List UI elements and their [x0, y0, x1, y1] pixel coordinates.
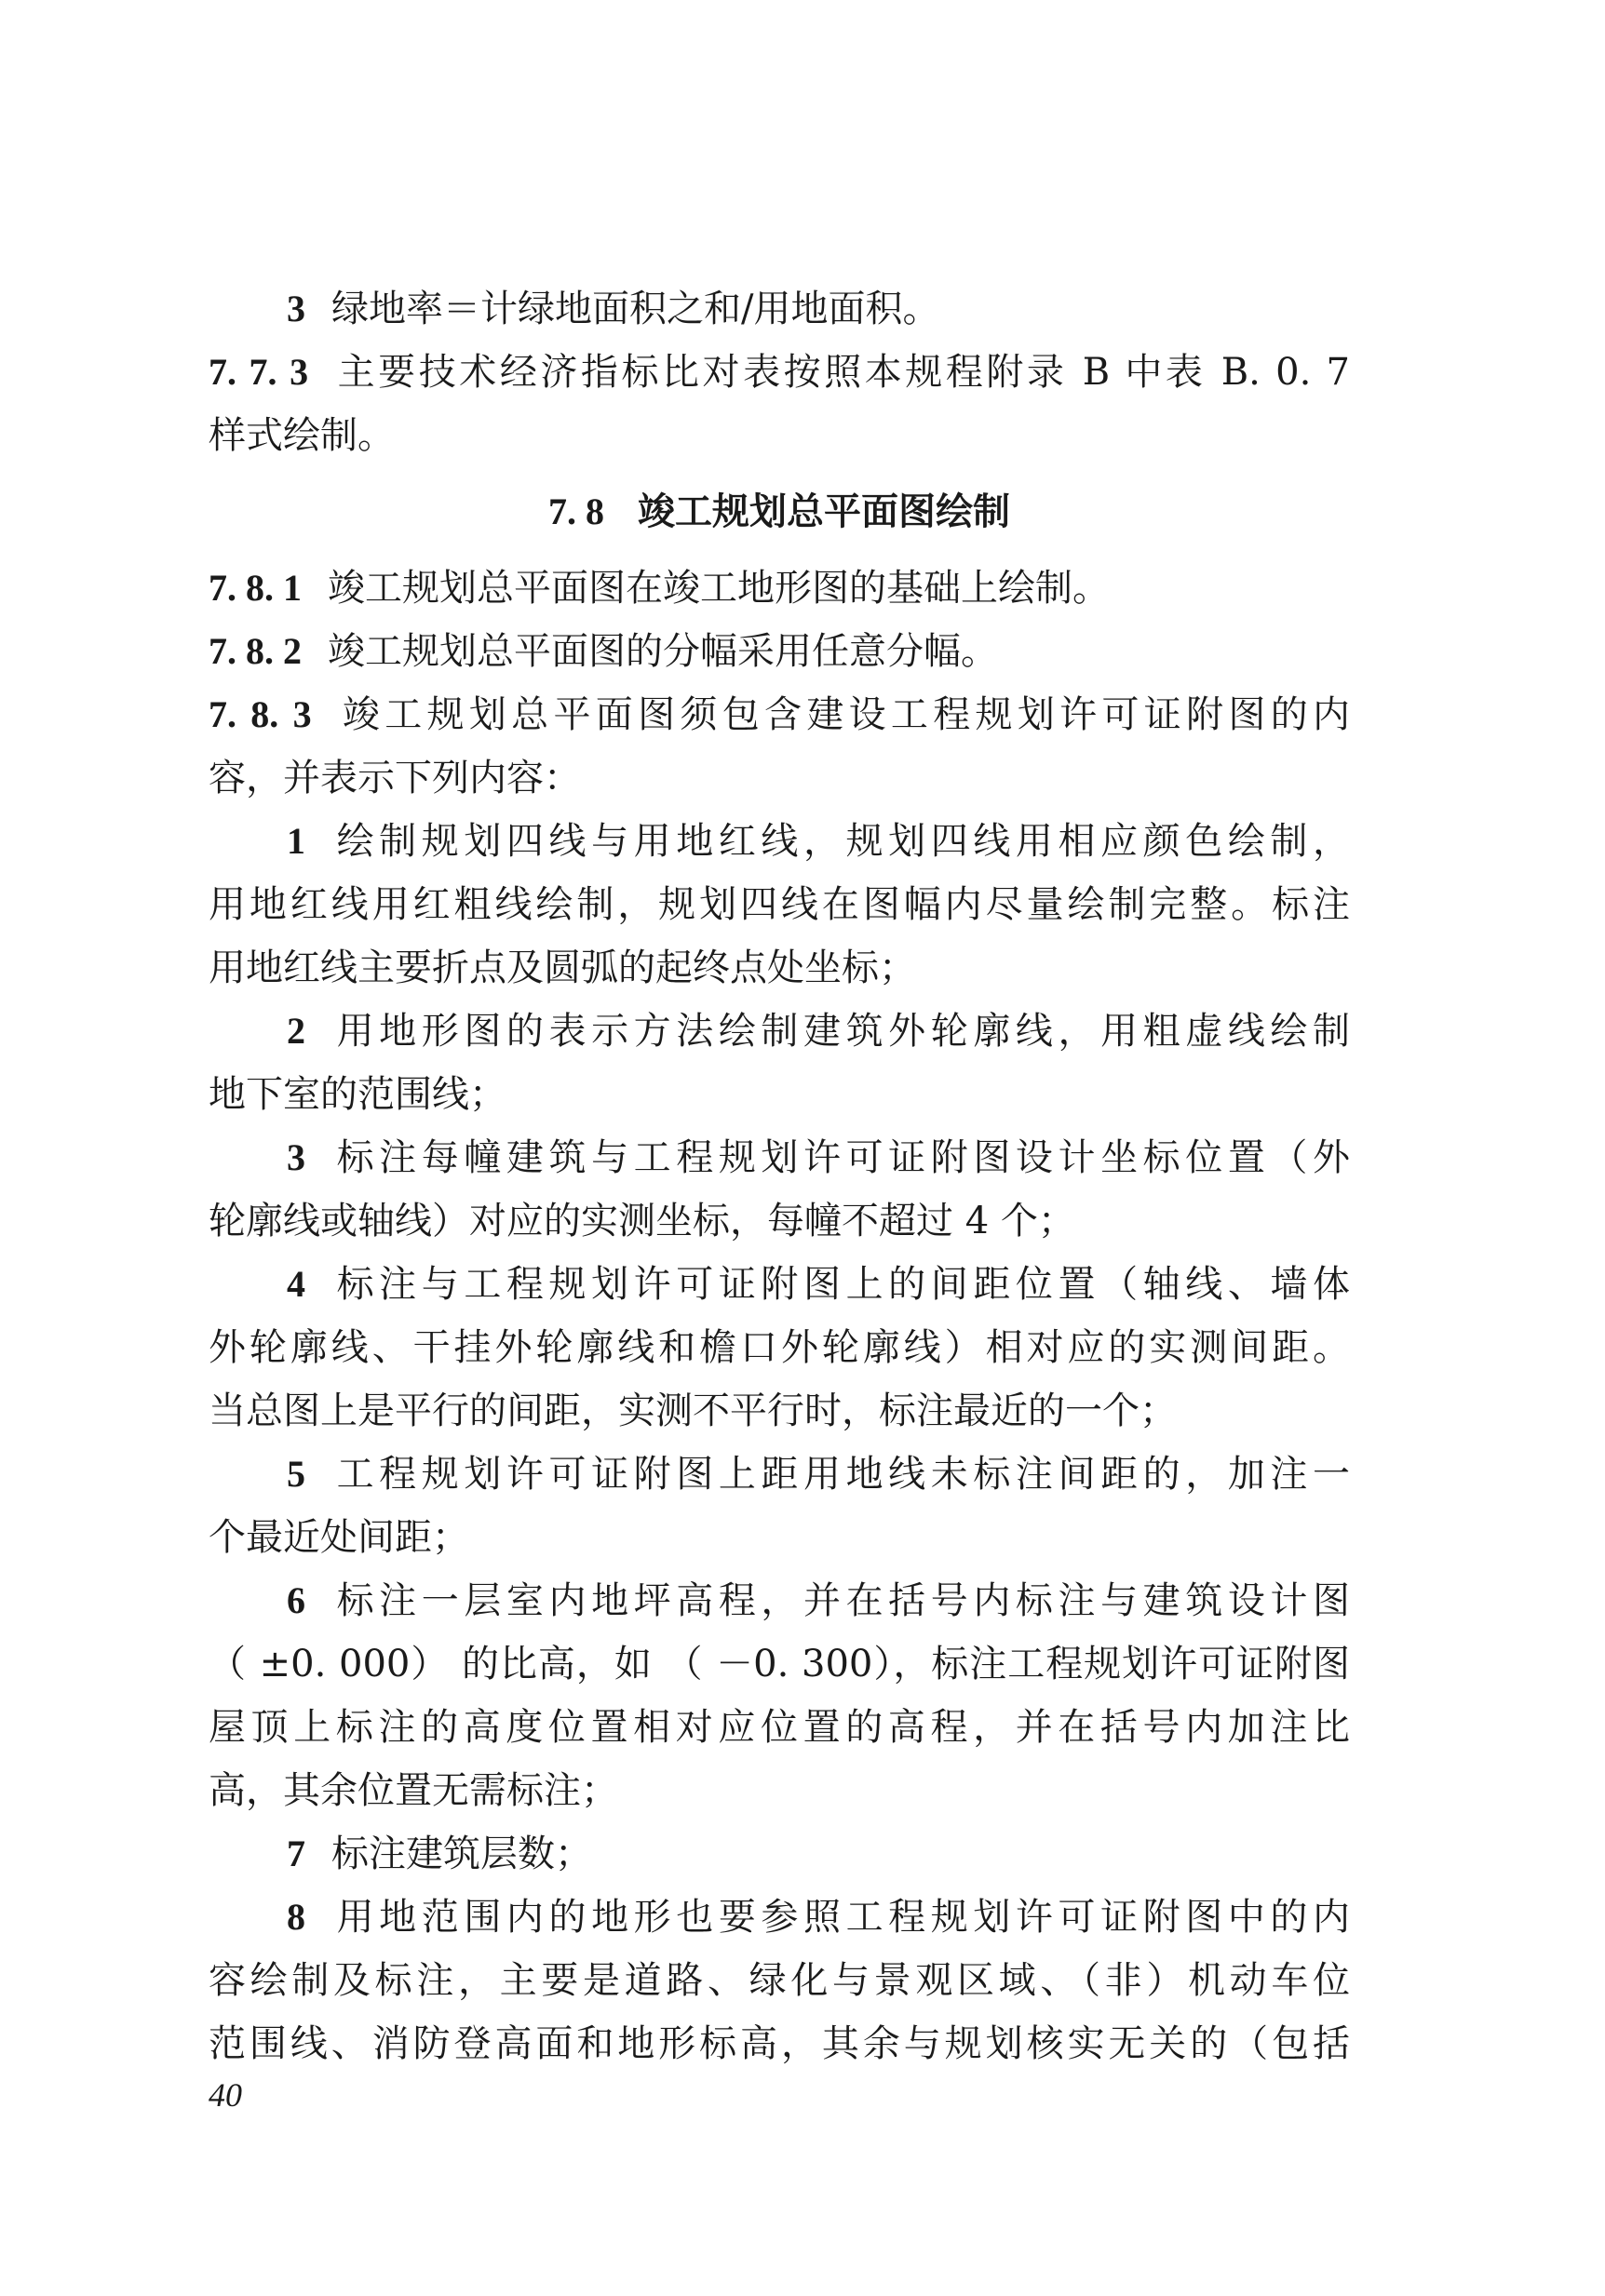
- clause-line: [209, 683, 1350, 746]
- line-text: 工程规划许可证附图上距用地线未标注间距的，加注一: [331, 1453, 1350, 1496]
- line-text: 样式绘制。: [209, 414, 395, 457]
- line-text: 标注一层室内地坪高程，并在括号内标注与建筑设计图: [331, 1579, 1350, 1622]
- clause-line: [209, 557, 1350, 620]
- paragraph-line: [209, 1063, 1350, 1126]
- line-text: （ ±0. 000） 的比高，如 （ －0. 300），标注工程规划许可证附图: [209, 1643, 1350, 1685]
- line-text: 标注每幢建筑与工程规划许可证附图设计坐标位置（外: [331, 1136, 1350, 1179]
- clause-number: 7. 7. 3: [209, 351, 309, 393]
- clause-line: [209, 620, 1350, 683]
- line-text: 轮廓线或轴线）对应的实测坐标，每幢不超过 4 个；: [209, 1200, 1075, 1242]
- clause-number: 7. 8. 3: [209, 693, 312, 735]
- list-item-line: [209, 1886, 1350, 1949]
- paragraph-line: [209, 1632, 1350, 1696]
- line-text: 主要技术经济指标比对表按照本规程附录 B 中表 B. 0. 7: [334, 351, 1350, 394]
- paragraph-line: [209, 2012, 1350, 2075]
- paragraph-line: [209, 1379, 1350, 1443]
- item-number: 3: [287, 288, 305, 329]
- paragraph-line: [209, 1949, 1350, 2012]
- line-text: 用地形图的表示方法绘制建筑外轮廓线，用粗虚线绘制: [331, 1010, 1350, 1053]
- list-item-line: [209, 1126, 1350, 1189]
- item-number: 5: [287, 1453, 305, 1495]
- clause-number: 7. 8. 1: [209, 567, 302, 609]
- list-item-line: [209, 1443, 1350, 1506]
- paragraph-line: [209, 936, 1350, 1000]
- item-number: 4: [287, 1263, 305, 1305]
- page-number: 40: [209, 2076, 242, 2114]
- line-text: 当总图上是平行的间距，实测不平行时，标注最近的一个；: [209, 1390, 1177, 1432]
- item-number: 3: [287, 1136, 305, 1178]
- item-number: 6: [287, 1579, 305, 1621]
- line-text: 容绘制及标注，主要是道路、绿化与景观区域、（非）机动车位: [209, 1959, 1350, 2002]
- list-item-line: [209, 1000, 1350, 1063]
- document-body: [209, 277, 1350, 2075]
- line-text: 绿地率＝计绿地面积之和/用地面积。: [331, 288, 940, 330]
- line-text: 竣工规划总平面图须包含建设工程规划许可证附图的内: [337, 693, 1351, 736]
- section-heading: [209, 480, 1350, 544]
- line-text: 竣工规划总平面图的分幅采用任意分幅。: [328, 630, 998, 673]
- item-number: 2: [287, 1010, 305, 1052]
- paragraph-line: [209, 277, 1350, 341]
- item-number: 1: [287, 820, 305, 862]
- line-text: 用地红线用红粗线绘制，规划四线在图幅内尽量绘制完整。标注: [209, 883, 1350, 926]
- line-text: 外轮廓线、干挂外轮廓线和檐口外轮廓线）相对应的实测间距。: [209, 1326, 1350, 1369]
- list-item-line: [209, 1253, 1350, 1316]
- line-text: 屋顶上标注的高度位置相对应位置的高程，并在括号内加注比: [209, 1706, 1350, 1749]
- item-number: 8: [287, 1896, 305, 1938]
- line-text: 容，并表示下列内容：: [209, 757, 581, 799]
- clause-number: 7. 8. 2: [209, 630, 302, 672]
- line-text: 用地红线主要折点及圆弧的起终点处坐标；: [209, 947, 916, 989]
- section-title: 竣工规划总平面图绘制: [638, 490, 1010, 533]
- paragraph-line: [209, 404, 1350, 467]
- line-text: 地下室的范围线；: [209, 1073, 506, 1116]
- line-text: 标注与工程规划许可证附图上的间距位置（轴线、墙体: [331, 1263, 1350, 1306]
- line-text: 高，其余位置无需标注；: [209, 1769, 618, 1812]
- clause-line: [209, 341, 1350, 404]
- line-text: 竣工规划总平面图在竣工地形图的基础上绘制。: [328, 567, 1110, 610]
- paragraph-line: [209, 1189, 1350, 1253]
- line-text: 个最近处间距；: [209, 1516, 469, 1559]
- paragraph-line: [209, 746, 1350, 810]
- section-number: 7. 8: [548, 490, 604, 532]
- item-number: 7: [287, 1833, 305, 1874]
- paragraph-line: [209, 1696, 1350, 1759]
- line-text: 标注建筑层数；: [331, 1833, 592, 1875]
- list-item-line: [209, 1822, 1350, 1886]
- line-text: 范围线、消防登高面和地形标高，其余与规划核实无关的（包括: [209, 2022, 1350, 2065]
- paragraph-line: [209, 873, 1350, 936]
- paragraph-line: [209, 1316, 1350, 1379]
- paragraph-line: [209, 1759, 1350, 1822]
- list-item-line: [209, 1569, 1350, 1632]
- list-item-line: [209, 810, 1350, 873]
- line-text: 绘制规划四线与用地红线，规划四线用相应颜色绘制，: [331, 820, 1350, 863]
- line-text: 用地范围内的地形也要参照工程规划许可证附图中的内: [331, 1896, 1350, 1939]
- paragraph-line: [209, 1506, 1350, 1569]
